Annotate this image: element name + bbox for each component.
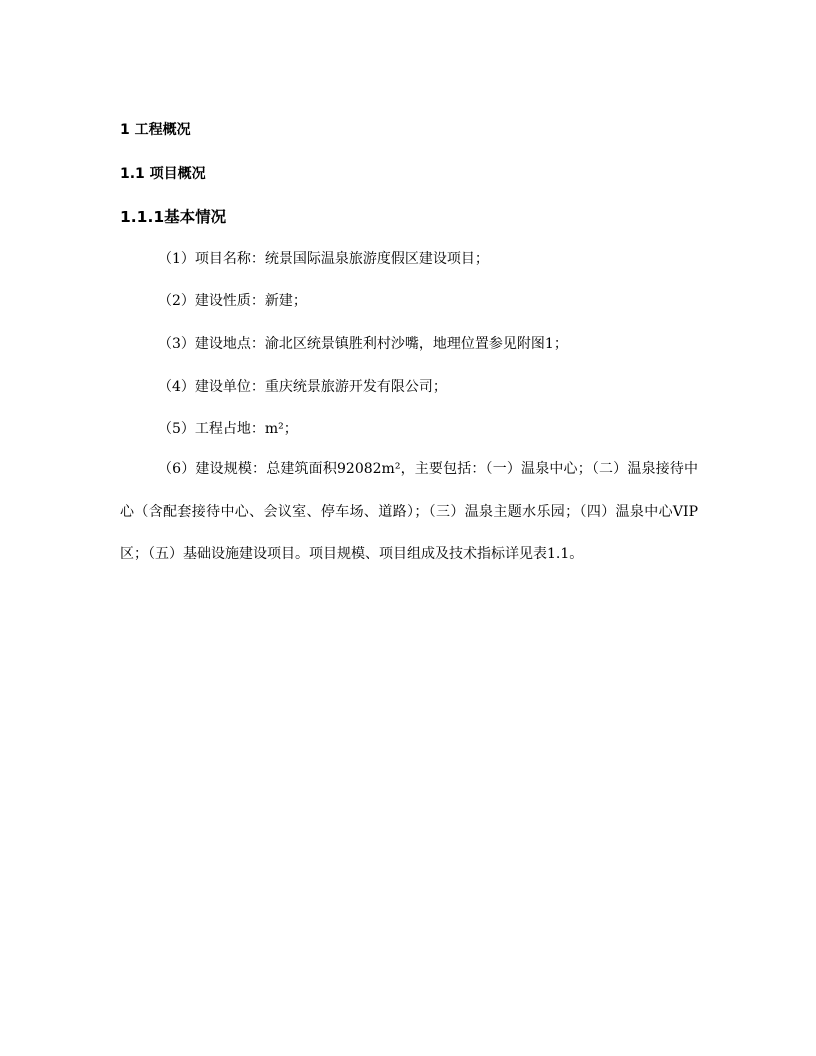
item-construction-unit: （4）建设单位：重庆统景旅游开发有限公司； [158, 379, 447, 395]
item-construction-nature: （2）建设性质：新建； [158, 293, 307, 309]
item-construction-location: （3）建设地点：渝北区统景镇胜利村沙嘴，地理位置参见附图1； [158, 336, 568, 352]
heading-level-2: 1.1 项目概况 [120, 166, 206, 182]
item-land-area: （5）工程占地：m²； [158, 421, 298, 437]
heading-level-3: 1.1.1基本情况 [120, 208, 227, 226]
heading-level-1: 1 工程概况 [120, 122, 191, 138]
item-construction-scale: （6）建设规模：总建筑面积92082m²，主要包括：（一）温泉中心；（二）温泉接待中心（含配套接待中心、会议室、停车场、道路）；（三）温泉主题水乐园；（四）温泉中心VIP区；（五）基础设施建设项目。项目规模、项目组成及技术指标详见表1.1。 [120, 461, 698, 562]
item-project-name: （1）项目名称：统景国际温泉旅游度假区建设项目； [158, 251, 489, 267]
